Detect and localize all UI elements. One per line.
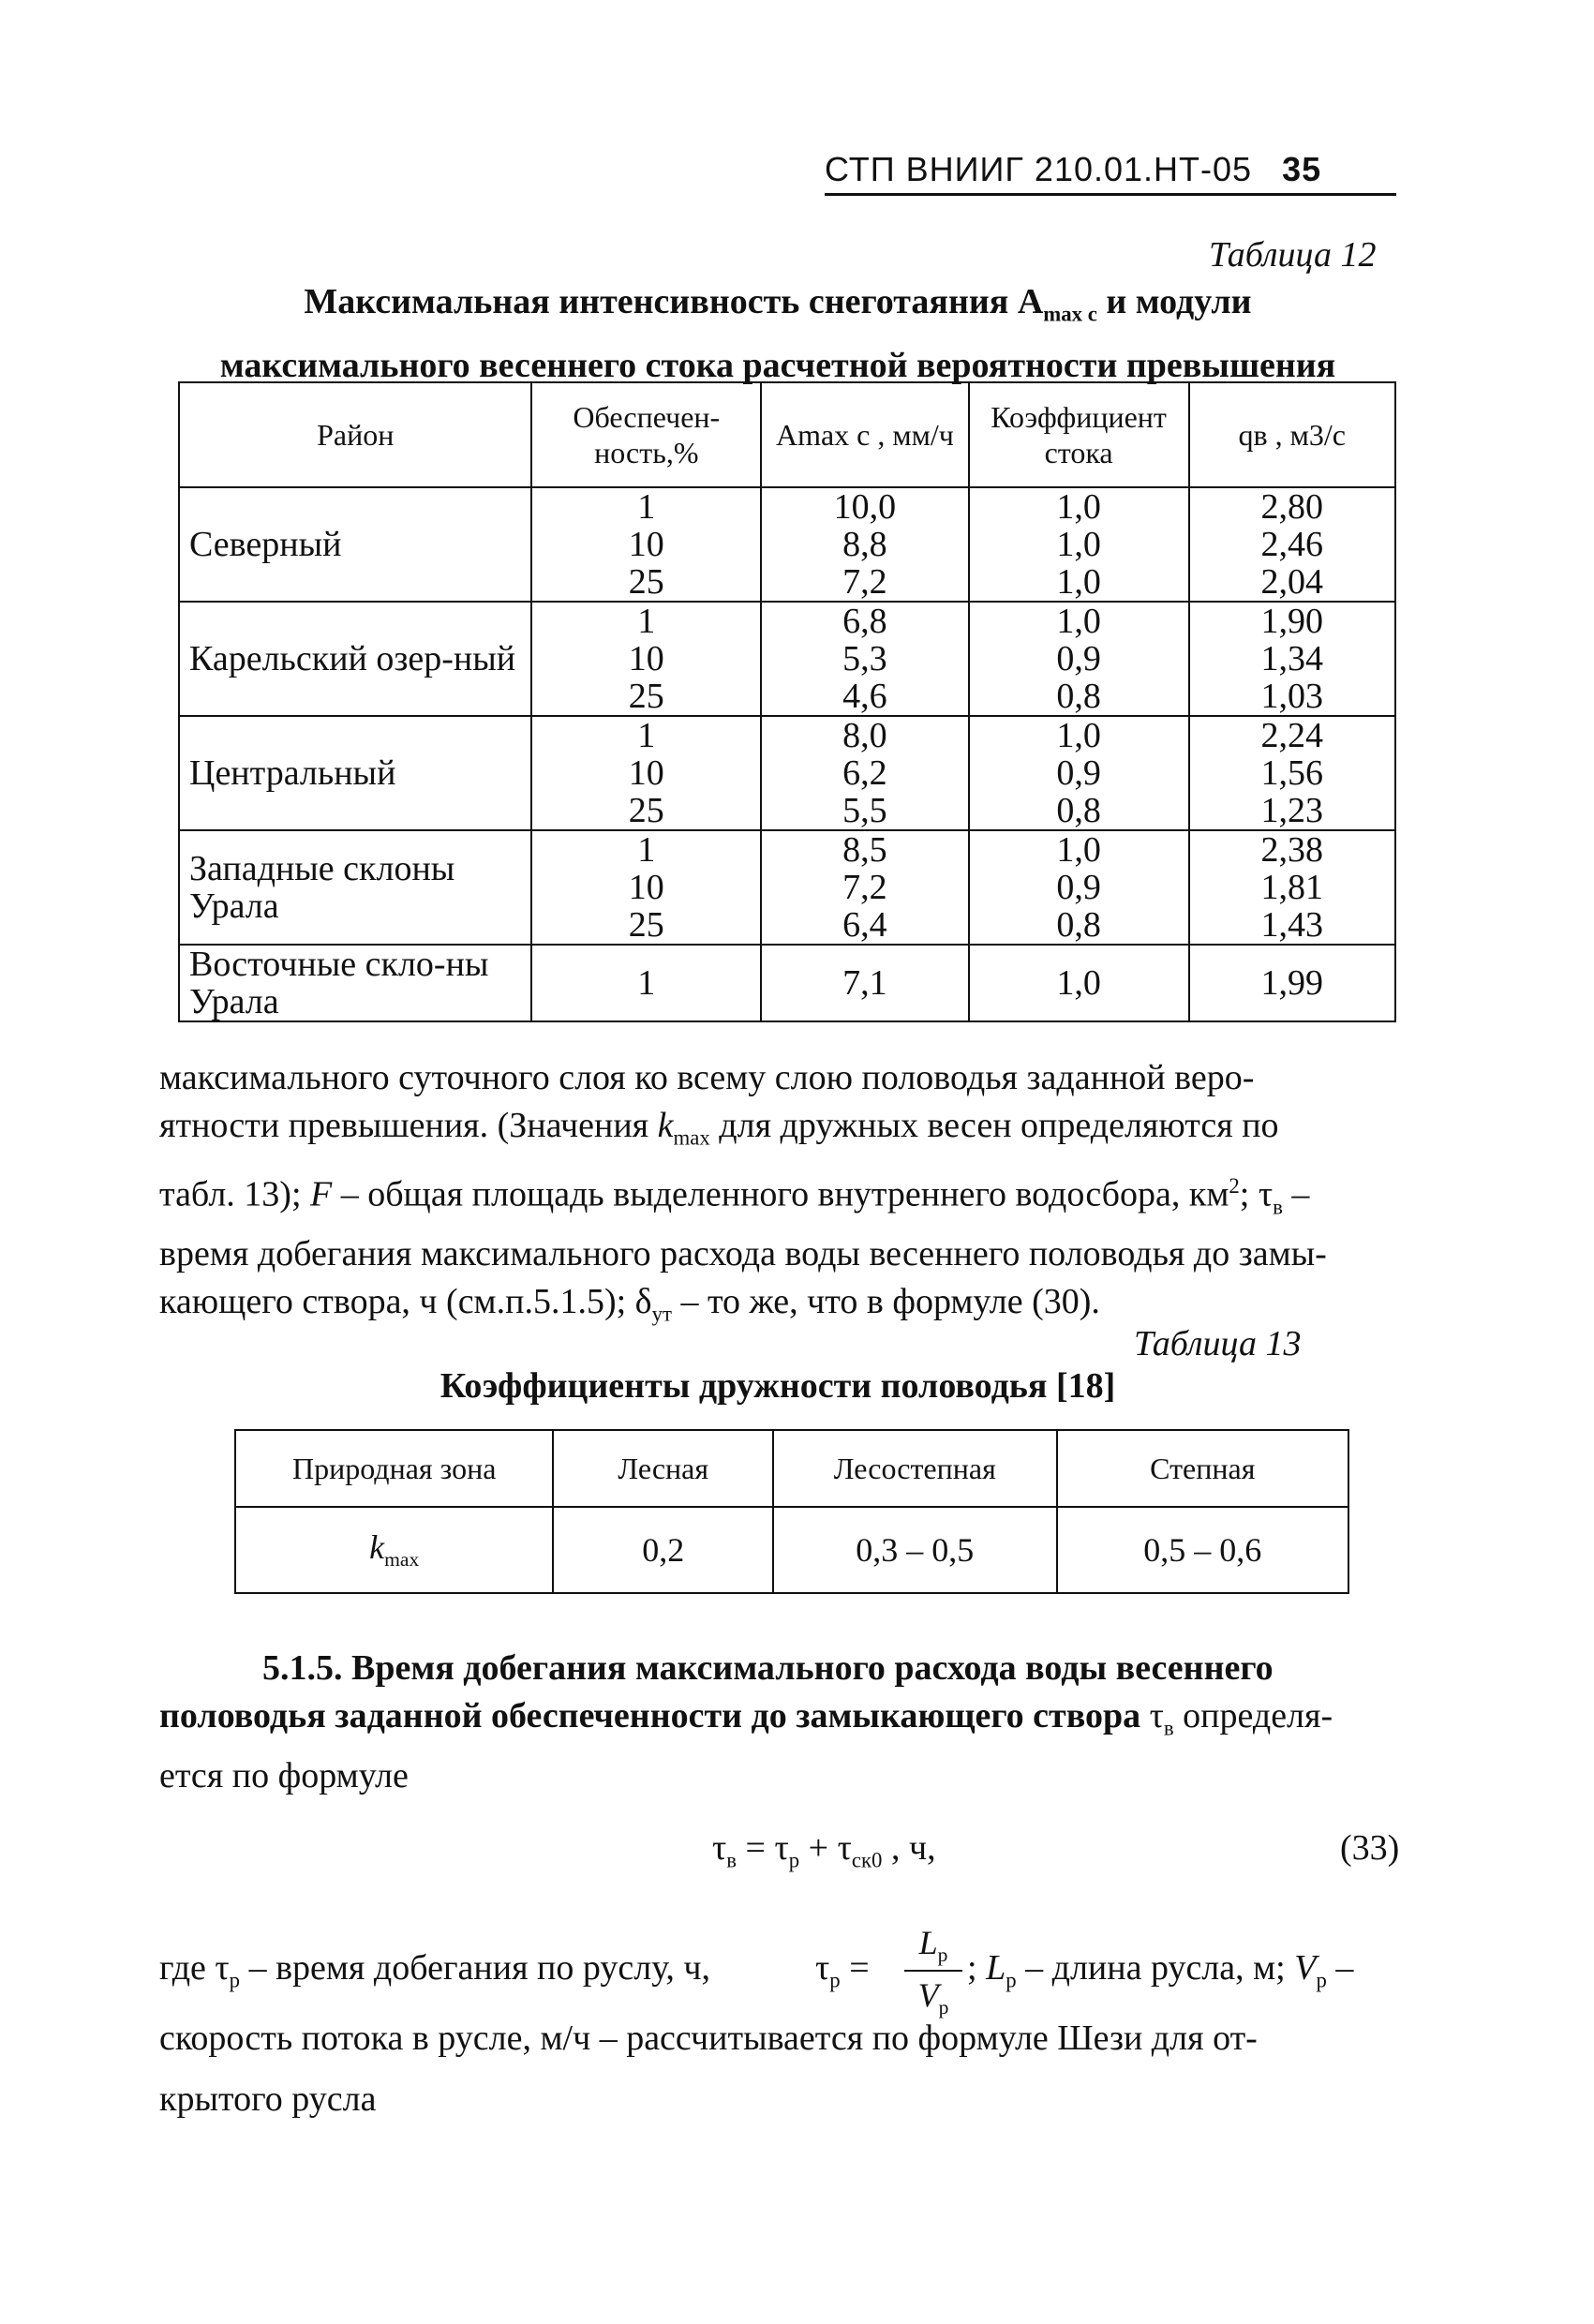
- q-cell: 2,24 1,56 1,23: [1189, 716, 1395, 830]
- a-cell: 8,0 6,2 5,5: [761, 716, 968, 830]
- para1-line5: кающего створа, ч (см.п.5.1.5); $\delta_{ут}$ – то же, что в формуле (30).: [159, 1281, 1100, 1326]
- section-line1: 5.1.5. Время добегания максимального расхода воды весеннего: [262, 1648, 1274, 1688]
- section-line2: половодья заданной обеспеченности до замыкающего створа $\tau_в$ определя-: [159, 1696, 1333, 1740]
- th-amax: Amax с , мм/ч: [761, 382, 968, 487]
- q-cell: 1,99: [1189, 945, 1395, 1021]
- para2-line3: крытого русла: [159, 2079, 377, 2119]
- table13-header-row: [235, 1430, 1348, 1507]
- para1-line2: ятности превышения. (Значения $k_{max}$ для дружных весен определяются по: [159, 1106, 1279, 1150]
- section-5-1-5: [159, 1645, 1396, 1800]
- table-row: [179, 945, 1395, 1021]
- table12: [178, 381, 1396, 1022]
- formula-33-number: (33): [1340, 1828, 1400, 1868]
- q-cell: 2,80 2,46 2,04: [1189, 487, 1395, 602]
- p-cell: 1 10 25: [531, 830, 761, 945]
- table-row: [179, 602, 1395, 716]
- a-cell: 6,8 5,3 4,6: [761, 602, 968, 716]
- para2-line1: где $\tau_р$ – время добегания по руслу, ч,: [159, 1948, 711, 1992]
- region-cell: Центральный: [179, 716, 531, 830]
- para2-line1-tail: ; $L_р$ – длина русла, м; $V_р$ –: [967, 1948, 1354, 1992]
- paragraph-1: [159, 1054, 1396, 1337]
- para1-line3: табл. 13); F – общая площадь выделенного внутреннего водосбора, $км^2$; $\tau_в$ –: [159, 1173, 1310, 1218]
- fraction-lhs: $\tau_р$ =: [815, 1948, 870, 1992]
- table13-caption: Таблица 13: [1134, 1324, 1302, 1363]
- region-cell: Западные склоны Урала: [179, 830, 531, 945]
- table12-title-line1: Максимальная интенсивность снеготаяния A: [304, 282, 1044, 321]
- kmax-forest: 0,2: [553, 1507, 773, 1593]
- p-cell: 1 10 25: [531, 602, 761, 716]
- table12-caption: Таблица 12: [1209, 235, 1377, 275]
- th-zone: Природная зона: [235, 1430, 553, 1507]
- para1-line1: максимального суточного слоя ко всему слою половодья заданной веро-: [159, 1058, 1255, 1097]
- table13: [234, 1429, 1349, 1594]
- page-header: [825, 150, 1321, 189]
- para1-line4: время добегания максимального расхода воды весеннего половодья до замы-: [159, 1233, 1327, 1274]
- kmax-steppe: 0,5 – 0,6: [1057, 1507, 1348, 1593]
- table12-header-row: [179, 382, 1395, 487]
- th-region: Район: [179, 382, 531, 487]
- page-number: 35: [1282, 150, 1322, 188]
- th-coef: Коэффициент стока: [969, 382, 1189, 487]
- table12-title-sub: max с: [1043, 302, 1097, 326]
- kmax-label: $k_{max}$: [235, 1507, 553, 1593]
- p-cell: 1 10 25: [531, 716, 761, 830]
- th-forest-steppe: Лесостепная: [773, 1430, 1057, 1507]
- kmax-forest-steppe: 0,3 – 0,5: [773, 1507, 1057, 1593]
- k-cell: 1,0 0,9 0,8: [969, 716, 1189, 830]
- table13-title: Коэффициенты дружности половодья [18]: [439, 1366, 1116, 1406]
- table12-title-line2: максимального весеннего стока расчетной вероятности превышения: [219, 345, 1336, 385]
- k-cell: 1,0: [969, 945, 1189, 1021]
- q-cell: 1,90 1,34 1,03: [1189, 602, 1395, 716]
- table-row: [179, 716, 1395, 830]
- para2-line2: скорость потока в русле, м/ч – рассчитывается по формуле Шези для от-: [159, 2019, 1258, 2058]
- table-row: [179, 487, 1395, 602]
- a-cell: 8,5 7,2 6,4: [761, 830, 968, 945]
- region-cell: Восточные скло-ны Урала: [179, 945, 531, 1021]
- th-forest: Лесная: [553, 1430, 773, 1507]
- table-row: [235, 1507, 1348, 1593]
- k-cell: 1,0 1,0 1,0: [969, 487, 1189, 602]
- th-probability: Обеспечен-ность,%: [531, 382, 761, 487]
- a-cell: 10,0 8,8 7,2: [761, 487, 968, 602]
- fraction-bar: [904, 1970, 962, 1972]
- table12-title-line1-end: и модули: [1096, 282, 1252, 321]
- region-cell: Северный: [179, 487, 531, 602]
- doc-code: СТП ВНИИГ 210.01.НТ-05: [825, 150, 1253, 188]
- th-steppe: Степная: [1057, 1430, 1348, 1507]
- region-cell: Карельский озер-ный: [179, 602, 531, 716]
- section-line3: ется по формуле: [159, 1755, 409, 1795]
- formula-33: $\tau_в = \tau_р + \tau_{ск0}$ , ч,: [712, 1828, 936, 1872]
- p-cell: 1: [531, 945, 761, 1021]
- header-rule: [825, 193, 1396, 196]
- table12-title: [150, 276, 1406, 391]
- table-row: [179, 830, 1395, 945]
- p-cell: 1 10 25: [531, 487, 761, 602]
- q-cell: 2,38 1,81 1,43: [1189, 830, 1395, 945]
- a-cell: 7,1: [761, 945, 968, 1021]
- k-cell: 1,0 0,9 0,8: [969, 830, 1189, 945]
- k-cell: 1,0 0,9 0,8: [969, 602, 1189, 716]
- fraction-numerator: $L_р$: [918, 1924, 948, 1967]
- th-q: qв , м3/с: [1189, 382, 1395, 487]
- fraction-denominator: $V_р$: [917, 1976, 949, 2019]
